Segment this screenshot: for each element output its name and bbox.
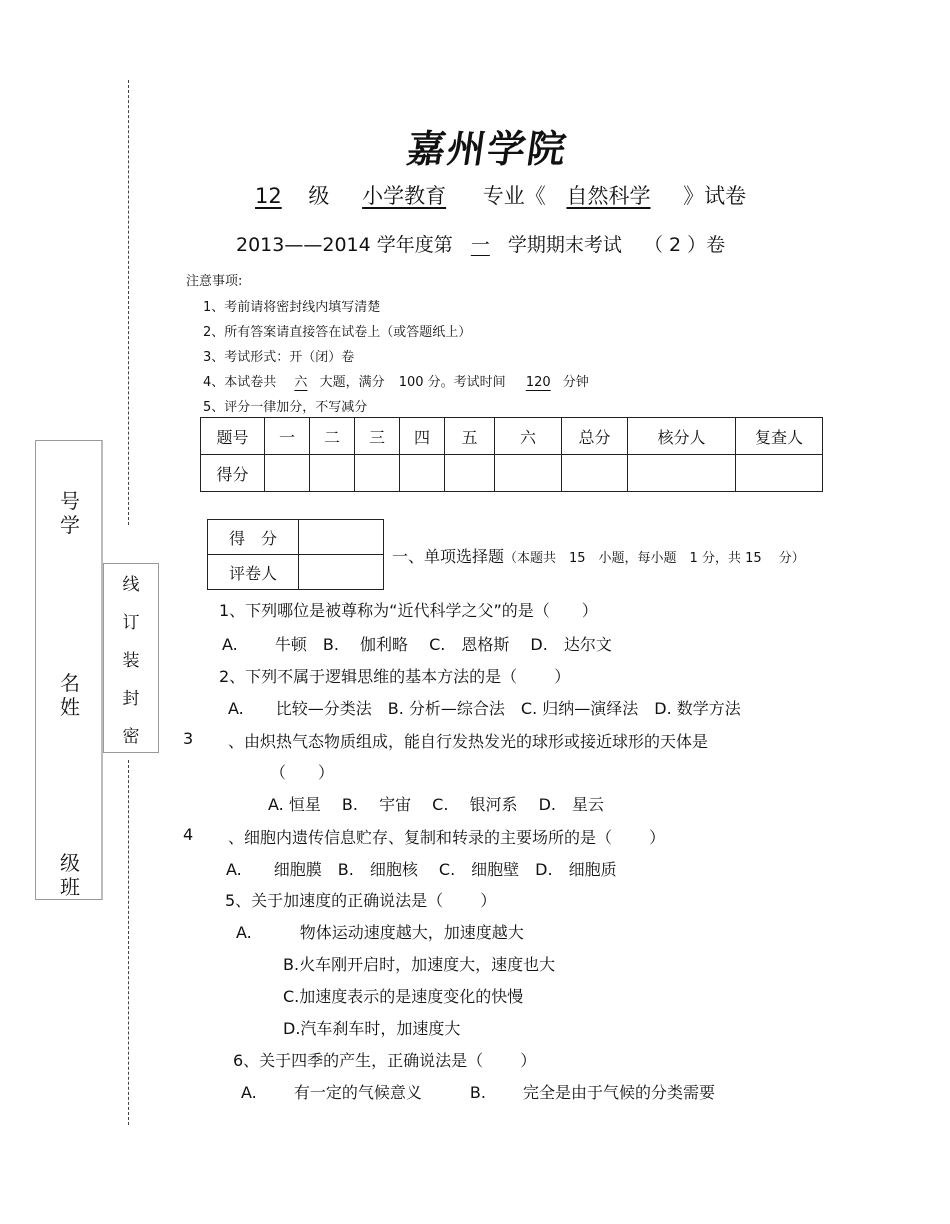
score-cell[interactable]	[495, 455, 562, 492]
seal-char: 密	[122, 727, 140, 747]
binding-line-top	[128, 80, 129, 525]
section-score-label: 得 分	[208, 520, 299, 555]
class-label: 级班	[60, 851, 80, 899]
exam-title	[235, 180, 746, 210]
question-5-option-d: D.汽车刹车时，加速度大	[283, 1019, 461, 1038]
score-header: 题号	[201, 418, 265, 455]
major-value: 小学教育	[362, 184, 447, 208]
note-item: 1、考前请将密封线内填写清楚	[203, 300, 381, 315]
exam-minutes: 120	[525, 375, 551, 390]
student-info-strip	[35, 440, 103, 900]
exam-label: 学期期末考试	[507, 234, 622, 256]
note-item: 3、考试形式：开（闭）卷	[203, 350, 355, 365]
question-5-option-a: A. 物体运动速度越大，加速度越大	[236, 923, 524, 942]
section-detail: （本题共 15 小题，每小题 1 分，共 15 分）	[504, 551, 805, 566]
question-1-options: A. 牛顿 B. 伽利略 C. 恩格斯 D. 达尔文	[222, 635, 612, 654]
question-5-option-c: C.加速度表示的是速度变化的快慢	[283, 987, 524, 1006]
exam-subtitle	[236, 230, 725, 257]
seal-line-box	[103, 563, 159, 753]
score-cell[interactable]	[400, 455, 445, 492]
question-6-options: A. 有一定的气候意义 B. 完全是由于气候的分类需要	[241, 1083, 715, 1102]
course-label: 》试卷	[683, 184, 747, 208]
school-logo: 嘉州学院	[404, 126, 571, 171]
score-header: 一	[265, 418, 310, 455]
question-3-number: 3	[183, 729, 194, 748]
name-label: 名姓	[60, 671, 80, 719]
section-grader-cell[interactable]	[299, 555, 384, 590]
score-header: 六	[495, 418, 562, 455]
score-table-header-row	[201, 418, 823, 455]
full-score: 100 分。考试时间	[398, 375, 506, 390]
score-cell[interactable]	[310, 455, 355, 492]
question-5-option-b: B.火车刚开启时，加速度大，速度也大	[283, 955, 556, 974]
score-table-score-row	[201, 455, 823, 492]
school-years: 2013——2014	[236, 234, 371, 256]
notes-heading: 注意事项:	[186, 274, 243, 289]
grade-value: 12	[255, 184, 282, 208]
question-count: 六	[294, 375, 308, 390]
section-heading	[392, 544, 805, 567]
score-cell[interactable]	[628, 455, 736, 492]
question-3: 、由炽热气态物质组成，能自行发热发光的球形或接近球形的天体是	[228, 732, 709, 751]
note-item-4-end: 分钟	[562, 375, 589, 390]
section-title: 一、单项选择题	[392, 547, 505, 566]
grade-label: 级	[308, 184, 330, 208]
year-label: 学年度第	[376, 234, 453, 256]
score-header: 四	[400, 418, 445, 455]
score-header: 五	[445, 418, 495, 455]
question-3-paren: （ ）	[270, 763, 335, 782]
score-cell[interactable]	[265, 455, 310, 492]
note-item-4-mid: 大题，满分	[319, 375, 385, 390]
major-label: 专业《	[482, 184, 546, 208]
question-1: 1、下列哪位是被尊称为“近代科学之父”的是（ ）	[219, 601, 598, 620]
score-header: 二	[310, 418, 355, 455]
score-table	[200, 417, 823, 492]
score-header: 三	[355, 418, 400, 455]
note-item: 5、评分一律加分，不写减分	[203, 400, 368, 415]
section-grade-box	[207, 519, 384, 590]
score-cell[interactable]	[562, 455, 628, 492]
section-grader-label: 评卷人	[208, 555, 299, 590]
score-header: 复查人	[736, 418, 823, 455]
score-header: 核分人	[628, 418, 736, 455]
question-6: 6、关于四季的产生，正确说法是（ ）	[233, 1051, 537, 1070]
seal-char: 线	[122, 575, 140, 595]
note-item-4	[203, 371, 589, 390]
binding-line-bottom	[128, 760, 129, 1125]
section-score-cell[interactable]	[299, 520, 384, 555]
score-cell[interactable]	[355, 455, 400, 492]
score-header: 总分	[562, 418, 628, 455]
paper-label: （ 2 ）卷	[643, 234, 726, 256]
semester-value: 一	[470, 234, 490, 256]
note-item-4-start: 4、本试卷共	[203, 375, 277, 390]
seal-char: 封	[122, 689, 140, 709]
seal-char: 装	[122, 651, 140, 671]
question-4: 、细胞内遗传信息贮存、复制和转录的主要场所的是（ ）	[228, 828, 666, 847]
course-value: 自然科学	[566, 184, 651, 208]
question-4-number: 4	[183, 825, 194, 844]
question-4-options: A. 细胞膜 B. 细胞核 C. 细胞壁 D. 细胞质	[226, 860, 617, 879]
question-5: 5、关于加速度的正确说法是（ ）	[225, 891, 497, 910]
question-2: 2、下列不属于逻辑思维的基本方法的是（ ）	[219, 667, 571, 686]
question-3-options: A. 恒星 B. 宇宙 C. 银河系 D. 星云	[268, 795, 604, 814]
score-row-label: 得分	[201, 455, 265, 492]
question-2-options: A. 比较—分类法 B. 分析—综合法 C. 归纳—演绎法 D. 数学方法	[228, 699, 741, 718]
score-cell[interactable]	[445, 455, 495, 492]
seal-char: 订	[122, 613, 140, 633]
score-cell[interactable]	[736, 455, 823, 492]
note-item: 2、所有答案请直接答在试卷上（或答题纸上）	[203, 325, 472, 340]
student-id-label: 号学	[60, 489, 80, 537]
